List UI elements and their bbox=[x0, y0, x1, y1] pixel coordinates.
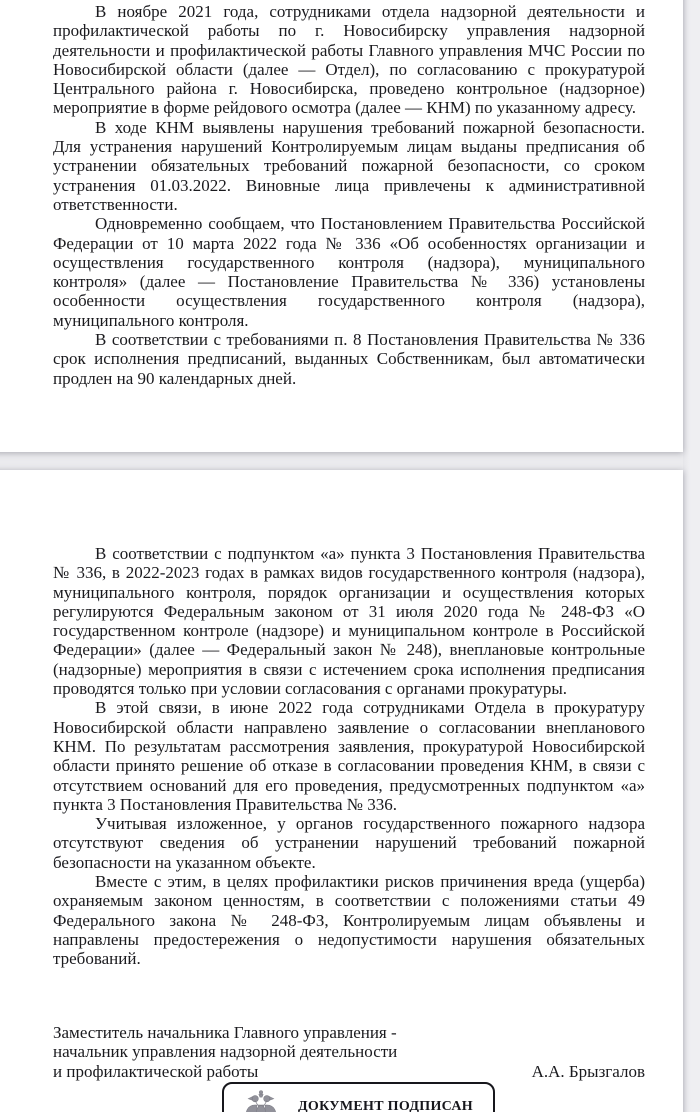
coat-of-arms-eagle-icon bbox=[244, 1089, 278, 1112]
document-page-1 bbox=[0, 0, 683, 452]
page-2-text bbox=[53, 544, 645, 969]
signature-block bbox=[53, 1023, 645, 1081]
paragraph: В ноябре 2021 года, сотрудниками отдела надзорной деятельности и профилактической работы по г. Новосибирску управления надзорной деятельности и профилактической работы Главного управления МЧС России по Новосибирской области (далее — Отдел), по согласованию с прокуратурой Центрального района г. Новосибирска, проведено контрольное (надзорное) мероприятие в форме рейдового осмотра (далее — КНМ) по указанному адресу. bbox=[53, 2, 645, 118]
paragraph: В этой связи, в июне 2022 года сотрудниками Отдела в прокуратуру Новосибирской области направлено заявление о согласовании внепланового КНМ. По результатам рассмотрения заявления, прокуратурой Новосибирской области принято решение об отказе в согласовании проведения КНМ, в связи с отсутствием оснований для его проведения, предусмотренных подпунктом «а» пункта 3 Постановления Правительства № 336. bbox=[53, 698, 645, 814]
paragraph: В соответствии с подпунктом «а» пункта 3 Постановления Правительства № 336, в 2022-2023 годах в рамках видов государственного контроля (надзора), муниципального контроля, порядок организации и осуществления которых регулируются Федеральным законом от 31 июля 2020 года № 248-ФЗ «О государственном контроле (надзоре) и муниципальном контроле в Российской Федерации» (далее — Федеральный закон № 248), внеплановые контрольные (надзорные) мероприятия в связи с истечением срока исполнения предписания проводятся только при условии согласования с органами прокуратуры. bbox=[53, 544, 645, 699]
viewer-background-gutter bbox=[683, 0, 700, 1112]
signatory-position-line: Заместитель начальника Главного управления - bbox=[53, 1023, 397, 1042]
document-page-2 bbox=[0, 470, 683, 1112]
signatory-name: А.А. Брызгалов bbox=[531, 1061, 645, 1081]
page-break-gap bbox=[0, 452, 683, 470]
signatory-position-line: и профилактической работы bbox=[53, 1061, 259, 1081]
signatory-position-line: начальник управления надзорной деятельности bbox=[53, 1042, 398, 1062]
paragraph: Одновременно сообщаем, что Постановлением Правительства Российской Федерации от 10 марта 2022 года № 336 «Об особенностях организации и осуществления государственного контроля (надзора), муниципального контроля» (далее — Постановление Правительства № 336) установлены особенности осуществления государственного контроля (надзора), муниципального контроля. bbox=[53, 214, 645, 330]
paragraph: В ходе КНМ выявлены нарушения требований пожарной безопасности. Для устранения нарушений Контролируемым лицам выданы предписания об устранении обязательных требований пожарной безопасности, со сроком устранения 01.03.2022. Виновные лица привлечены к административной ответственности. bbox=[53, 117, 645, 214]
digital-signature-stamp bbox=[222, 1082, 495, 1112]
paragraph: Учитывая изложенное, у органов государственного пожарного надзора отсутствуют сведения об устранении нарушений требований пожарной безопасности на указанном объекте. bbox=[53, 814, 645, 872]
stamp-title: ДОКУМЕНТ ПОДПИСАН bbox=[298, 1099, 473, 1112]
paragraph: В соответствии с требованиями п. 8 Постановления Правительства № 336 срок исполнения предписаний, выданных Собственникам, был автоматически продлен на 90 календарных дней. bbox=[53, 330, 645, 388]
paragraph: Вместе с этим, в целях профилактики рисков причинения вреда (ущерба) охраняемым законом ценностям, в соответствии с положениями статьи 49 Федерального закона № 248-ФЗ, Контролируемым лицам объявлены и направлены предостережения о недопустимости нарушения обязательных требований. bbox=[53, 872, 645, 969]
page-1-text bbox=[53, 2, 645, 388]
